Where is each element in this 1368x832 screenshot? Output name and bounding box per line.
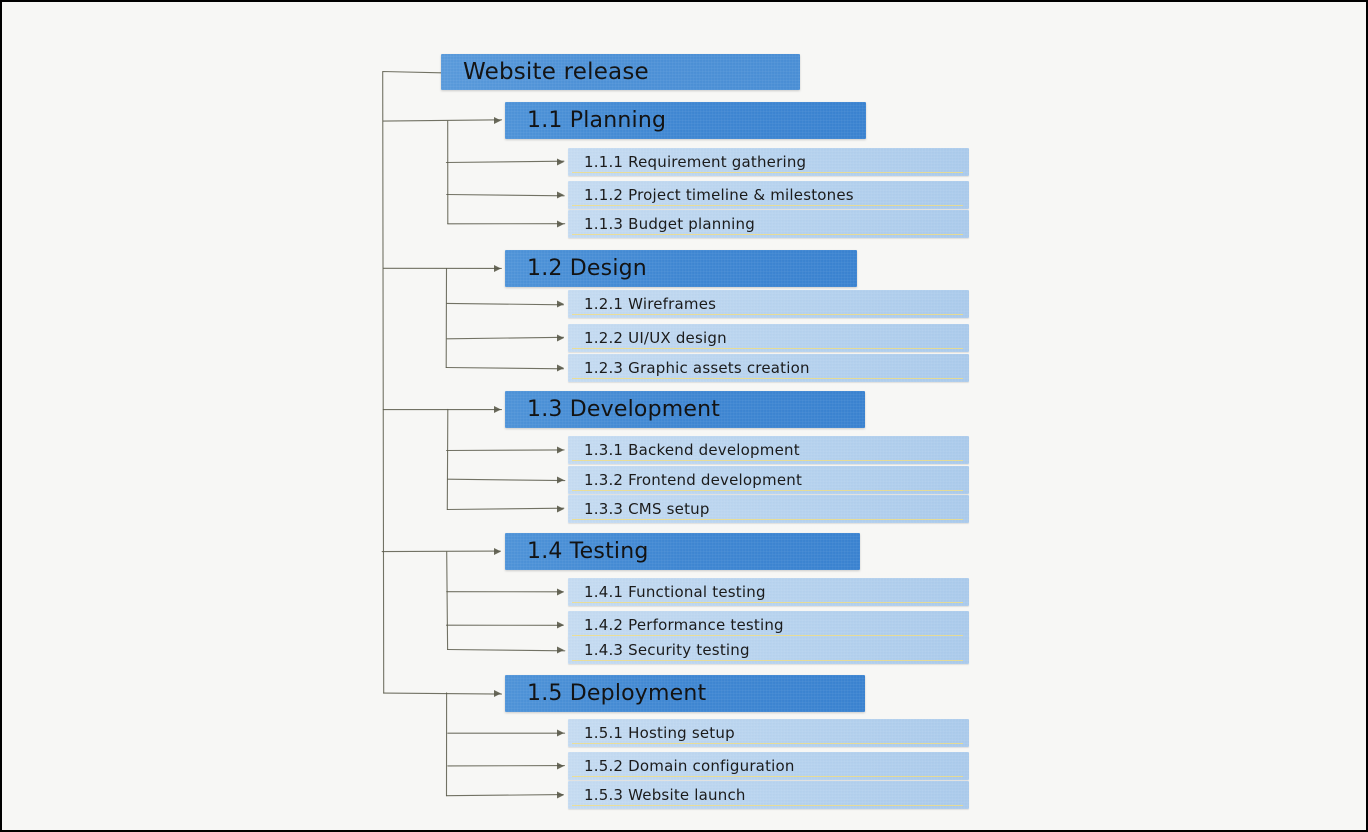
node-task-2-3-label: 1.2.3 Graphic assets creation [584,359,810,377]
node-task-1-2[interactable] [568,181,969,209]
node-task-3-2[interactable] [568,466,969,494]
node-task-1-3-label: 1.1.3 Budget planning [584,215,755,233]
node-task-2-3[interactable] [568,354,969,382]
node-task-4-1[interactable] [568,578,969,606]
node-task-4-2-label: 1.4.2 Performance testing [584,616,784,634]
node-branch-1[interactable] [505,102,866,139]
node-task-3-1-label: 1.3.1 Backend development [584,441,800,459]
node-task-1-1-label: 1.1.1 Requirement gathering [584,153,807,171]
node-branch-3[interactable] [505,391,865,428]
node-task-2-2[interactable] [568,324,969,352]
node-branch-4[interactable] [505,533,860,570]
node-branch-2[interactable] [505,250,857,287]
node-task-2-2-label: 1.2.2 UI/UX design [584,329,727,347]
node-task-5-1[interactable] [568,719,969,747]
node-root[interactable] [441,54,800,90]
node-branch-4-label: 1.4 Testing [527,539,649,564]
node-branch-3-label: 1.3 Development [527,397,721,422]
node-task-3-1[interactable] [568,436,969,464]
node-task-2-1-label: 1.2.1 Wireframes [584,295,717,313]
node-task-4-2[interactable] [568,611,969,639]
node-task-2-1[interactable] [568,290,969,318]
node-task-1-2-label: 1.1.2 Project timeline & milestones [584,186,854,204]
node-task-4-3-label: 1.4.3 Security testing [584,641,750,659]
node-task-1-3[interactable] [568,210,969,238]
node-branch-1-label: 1.1 Planning [527,108,667,133]
node-task-1-1[interactable] [568,148,969,176]
node-task-4-1-label: 1.4.1 Functional testing [584,583,766,601]
node-task-5-3-label: 1.5.3 Website launch [584,786,746,804]
node-root-label: Website release [463,59,649,85]
node-branch-2-label: 1.2 Design [527,256,647,281]
node-task-3-2-label: 1.3.2 Frontend development [584,471,803,489]
node-task-5-3[interactable] [568,781,969,809]
node-task-5-1-label: 1.5.1 Hosting setup [584,724,735,742]
node-branch-5[interactable] [505,675,865,712]
node-task-5-2[interactable] [568,752,969,780]
node-task-4-3[interactable] [568,636,969,664]
node-task-3-3-label: 1.3.3 CMS setup [584,500,710,518]
node-task-5-2-label: 1.5.2 Domain configuration [584,757,795,775]
node-task-3-3[interactable] [568,495,969,523]
node-branch-5-label: 1.5 Deployment [527,681,707,706]
